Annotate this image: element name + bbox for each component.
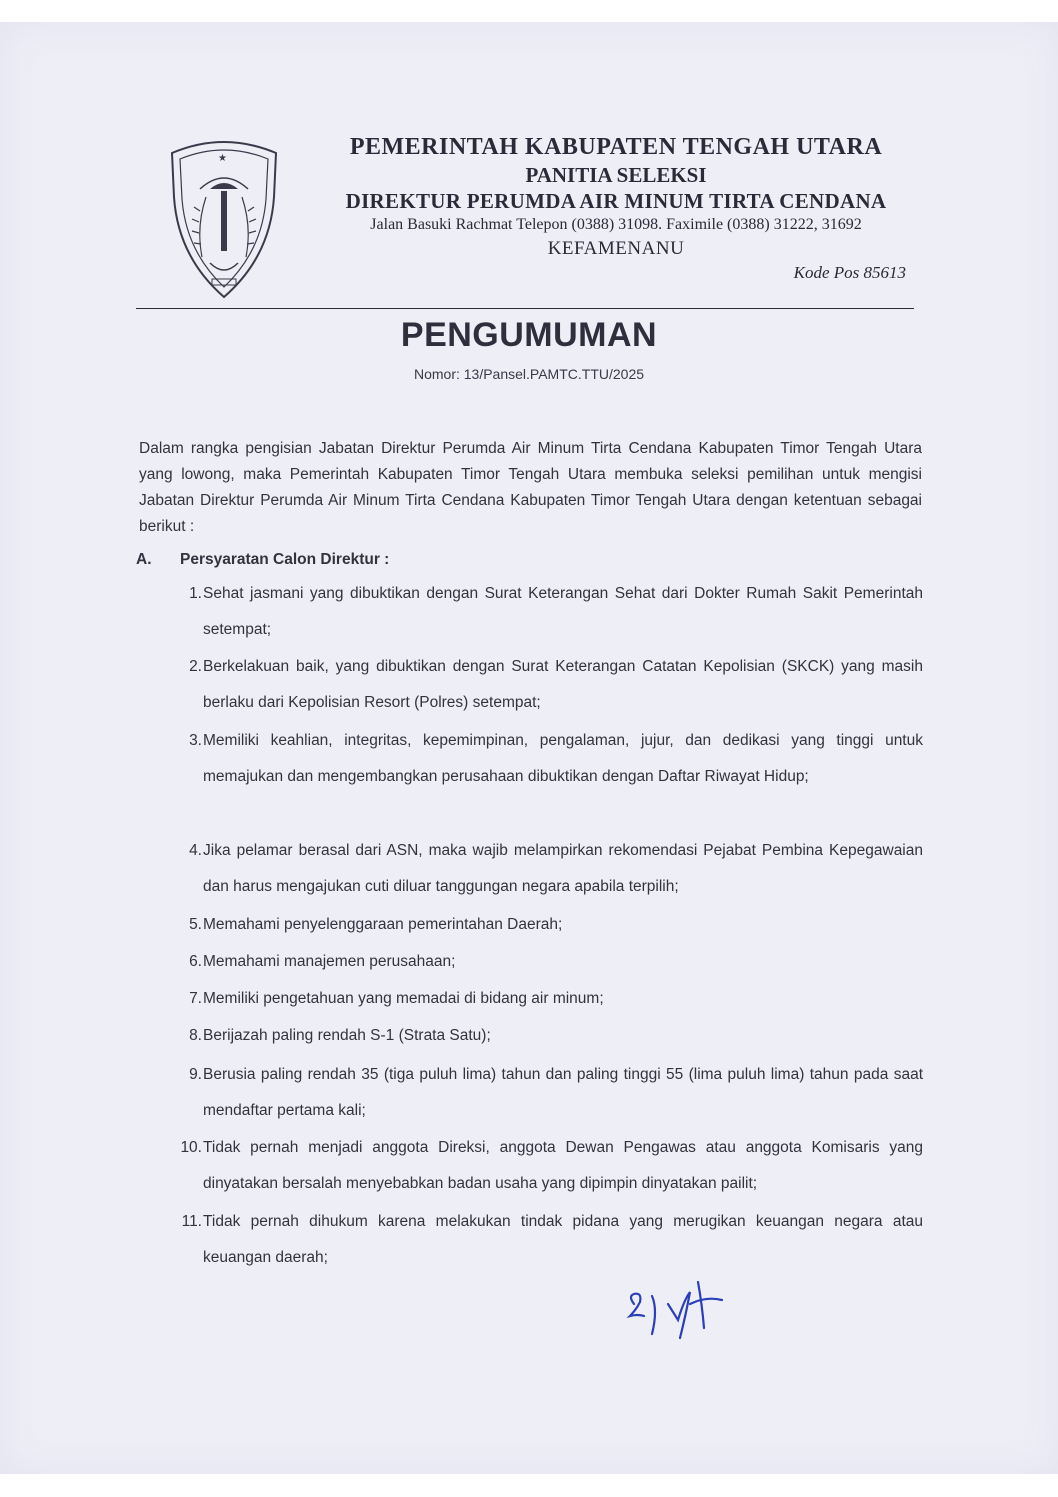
letterhead-position: DIREKTUR PERUMDA AIR MINUM TIRTA CENDANA: [345, 189, 887, 213]
requirement-item: 2. Berkelakuan baik, yang dibuktikan dengan Surat Keterangan Catatan Kepolisian (SKCK) yang masih berlaku dari Kepolisian Resort (Polres) setempat;: [189, 658, 923, 711]
postal-code: Kode Pos 85613: [793, 263, 906, 282]
handwritten-initials: [624, 1274, 734, 1346]
section-title: Persyaratan Calon Direktur :: [180, 551, 390, 568]
requirement-item: 5. Memahami penyelenggaraan pemerintahan Daerah;: [189, 916, 563, 933]
announcement-number: Nomor: 13/Pansel.PAMTC.TTU/2025: [413, 366, 645, 382]
section-a-heading: [136, 551, 389, 569]
letterhead: [296, 132, 936, 262]
requirement-item: 1. Sehat jasmani yang dibuktikan dengan Surat Keterangan Sehat dari Dokter Rumah Sakit Pemerintah setempat;: [189, 585, 923, 638]
requirement-item: 10. Tidak pernah menjadi anggota Direksi, anggota Dewan Pengawas atau anggota Komisaris yang dinyatakan bersalah menyebabkan badan usaha yang dipimpin dinyatakan pailit;: [180, 1139, 923, 1192]
requirement-item: 4. Jika pelamar berasal dari ASN, maka wajib melampirkan rekomendasi Pejabat Pembina Kepegawaian dan harus mengajukan cuti diluar tanggungan negara apabila terpilih;: [189, 842, 923, 895]
requirement-item: 8. Berijazah paling rendah S-1 (Strata Satu);: [189, 1027, 491, 1044]
svg-text:★: ★: [218, 153, 227, 164]
requirement-item: 6. Memahami manajemen perusahaan;: [189, 953, 456, 970]
letterhead-government: PEMERINTAH KABUPATEN TENGAH UTARA: [349, 134, 883, 160]
requirement-item: 11. Tidak pernah dihukum karena melakukan tindak pidana yang merugikan keuangan negara atau keuangan daerah;: [181, 1213, 923, 1266]
letterhead-committee: PANITIA SELEKSI: [525, 163, 707, 187]
letterhead-city: KEFAMENANU: [547, 238, 685, 259]
regency-coat-of-arms-icon: [166, 137, 282, 301]
announcement-intro: Dalam rangka pengisian Jabatan Direktur Perumda Air Minum Tirta Cendana Kabupaten Timor Tengah Utara yang lowong, maka Pemerintah Kabupaten Timor Tengah Utara membuka seleksi pemilihan untuk mengisi Jabatan Direktur Perumda Air Minum Tirta Cendana Kabupaten Timor Tengah Utara dengan ketentuan sebagai berikut :: [139, 440, 922, 535]
announcement-title: PENGUMUMAN: [400, 316, 658, 354]
requirement-item: 9. Berusia paling rendah 35 (tiga puluh lima) tahun dan paling tinggi 55 (lima puluh lima) tahun pada saat mendaftar pertama kali;: [189, 1066, 923, 1119]
letterhead-address: Jalan Basuki Rachmat Telepon (0388) 31098. Faximile (0388) 31222, 31692: [370, 216, 862, 233]
section-letter: A.: [136, 551, 152, 568]
requirement-item: 3. Memiliki keahlian, integritas, kepemimpinan, pengalaman, jujur, dan dedikasi yang tinggi untuk memajukan dan mengembangkan perusahaan dibuktikan dengan Daftar Riwayat Hidup;: [189, 732, 923, 785]
requirement-item: 7. Memiliki pengetahuan yang memadai di bidang air minum;: [189, 990, 604, 1007]
letterhead-divider: [136, 308, 914, 309]
